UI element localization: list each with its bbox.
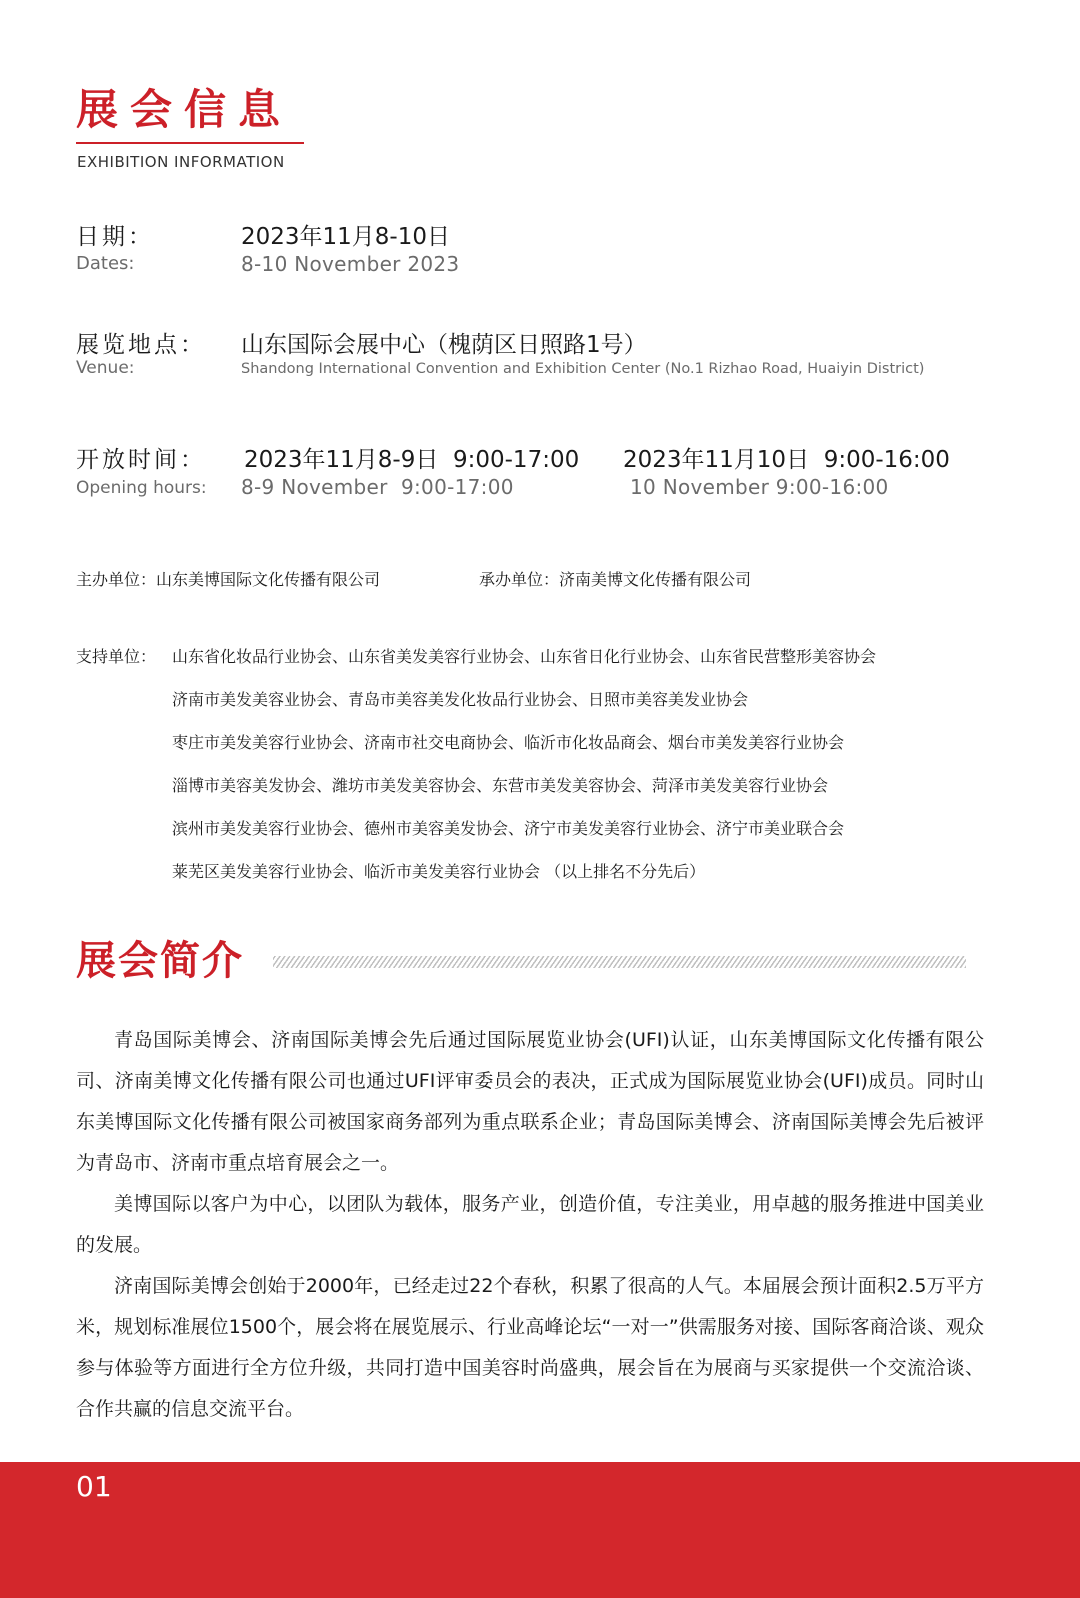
hours-slot1-cn: 2023年11月8-9日 9:00-17:00 [244, 447, 580, 473]
section-title-intro: 展会简介 [76, 937, 244, 984]
hours-label-en: Opening hours: [76, 478, 207, 498]
support-line: 枣庄市美发美容行业协会、济南市社交电商协会、临沂市化妆品商会、烟台市美发美容行业协会 [172, 733, 845, 752]
venue-label-cn: 展览地点： [76, 332, 206, 358]
hours-slot2-cn: 2023年11月10日 9:00-16:00 [623, 447, 950, 473]
support-line: 山东省化妆品行业协会、山东省美发美容行业协会、山东省日化行业协会、山东省民营整形美容协会 [172, 647, 877, 666]
venue-value-cn: 山东国际会展中心（槐荫区日照路1号） [241, 332, 647, 358]
dates-value-cn: 2023年11月8-10日 [241, 224, 450, 250]
support-line: 济南市美发美容业协会、青岛市美容美发化妆品行业协会、日照市美容美发业协会 [172, 690, 749, 709]
support-label: 支持单位： [76, 647, 157, 666]
title-underline [76, 142, 304, 144]
support-line: 淄博市美容美发协会、潍坊市美发美容协会、东营市美发美容协会、菏泽市美发美容行业协会 [172, 776, 829, 795]
intro-paragraph: 青岛国际美博会、济南国际美博会先后通过国际展览业协会(UFI)认证，山东美博国际文化传播有限公司、济南美博文化传播有限公司也通过UFI评审委员会的表决，正式成为国际展览业协会(UFI)成员。同时山东美博国际文化传播有限公司被国家商务部列为重点联系企业；青岛国际美博会、济南国际美博会先后被评为青岛市、济南市重点培育展会之一。 [76, 1029, 984, 1174]
host-organizer: 主办单位：山东美博国际文化传播有限公司 [76, 570, 381, 589]
support-line: 滨州市美发美容行业协会、德州市美容美发协会、济宁市美发美容行业协会、济宁市美业联合会 [172, 819, 845, 838]
co-organizer: 承办单位：济南美博文化传播有限公司 [479, 570, 752, 589]
title-decorative-stripes [273, 956, 966, 968]
dates-label-cn: 日期： [76, 224, 154, 250]
intro-paragraph: 美博国际以客户为中心，以团队为载体，服务产业，创造价值，专注美业，用卓越的服务推进中国美业的发展。 [76, 1193, 984, 1256]
section-title-exhibition-info: 展会信息 [76, 85, 293, 134]
venue-value-en: Shandong International Convention and Exhibition Center (No.1 Rizhao Road, Huaiyin District) [241, 361, 925, 377]
section-subtitle-en: EXHIBITION INFORMATION [77, 153, 285, 171]
dates-label-en: Dates: [76, 253, 135, 274]
page-number: 01 [76, 1470, 112, 1503]
hours-slot1-en: 8-9 November 9:00-17:00 [241, 475, 514, 499]
intro-body [76, 1020, 984, 1430]
venue-label-en: Venue: [76, 358, 135, 378]
support-line: 莱芜区美发美容行业协会、临沂市美发美容行业协会 （以上排名不分先后） [172, 862, 706, 881]
hours-label-cn: 开放时间： [76, 447, 206, 473]
footer-bar [0, 1462, 1080, 1598]
hours-slot2-en: 10 November 9:00-16:00 [630, 475, 889, 499]
dates-value-en: 8-10 November 2023 [241, 252, 460, 276]
intro-paragraph: 济南国际美博会创始于2000年，已经走过22个春秋，积累了很高的人气。本届展会预计面积2.5万平方米，规划标准展位1500个，展会将在展览展示、行业高峰论坛“一对一”供需服务对接、国际客商洽谈、观众参与体验等方面进行全方位升级，共同打造中国美容时尚盛典，展会旨在为展商与买家提供一个交流洽谈、合作共赢的信息交流平台。 [76, 1275, 984, 1420]
